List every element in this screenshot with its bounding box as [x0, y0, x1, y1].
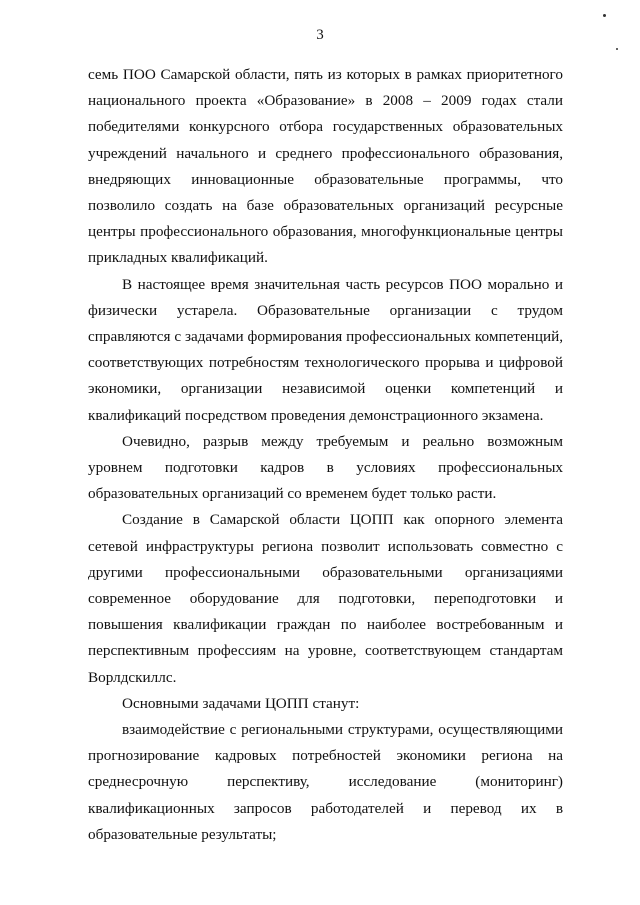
scan-mark [603, 14, 606, 17]
paragraph: Основными задачами ЦОПП станут: [122, 694, 360, 712]
paragraph: В настоящее время значительная часть ресурсов ПОО морально и физически устарела. Образовательные организации с трудом справляются с задачами формирования профессиональных компетенций, соответствующих потребностям технологического прорыва и цифровой экономики, организации независимой оценки компетенций и квалификаций посредством проведения демонстрационного экзамена. [88, 275, 563, 424]
scan-mark [616, 48, 618, 50]
paragraph: Создание в Самарской области ЦОПП как опорного элемента сетевой инфраструктуры региона позволит использовать совместно с другими профессиональными образовательными организациями современное оборудование для подготовки, переподготовки и повышения квалификации граждан по наиболее востребованным и перспективным профессиям на уровне, соответствующем стандартам Ворлдскиллс. [88, 511, 563, 686]
page-number: 3 [316, 27, 324, 43]
document-body [88, 62, 563, 848]
paragraph: взаимодействие с региональными структурами, осуществляющими прогнозирование кадровых потребностей экономики региона на среднесрочную перспективу, исследование (мониторинг) квалификационных запросов работодателей и перевод их в образовательные результаты; [88, 721, 563, 843]
paragraph: Очевидно, разрыв между требуемым и реально возможным уровнем подготовки кадров в условиях профессиональных образовательных организаций со временем будет только расти. [88, 432, 563, 503]
paragraph: семь ПОО Самарской области, пять из которых в рамках приоритетного национального проекта «Образование» в 2008 – 2009 годах стали победителями конкурсного отбора государственных образовательных учреждений начального и среднего профессионального образования, внедряющих инновационные образовательные программы, что позволило создать на базе образовательных организаций ресурсные центры профессионального образования, многофункциональные центры прикладных квалификаций. [88, 66, 563, 267]
